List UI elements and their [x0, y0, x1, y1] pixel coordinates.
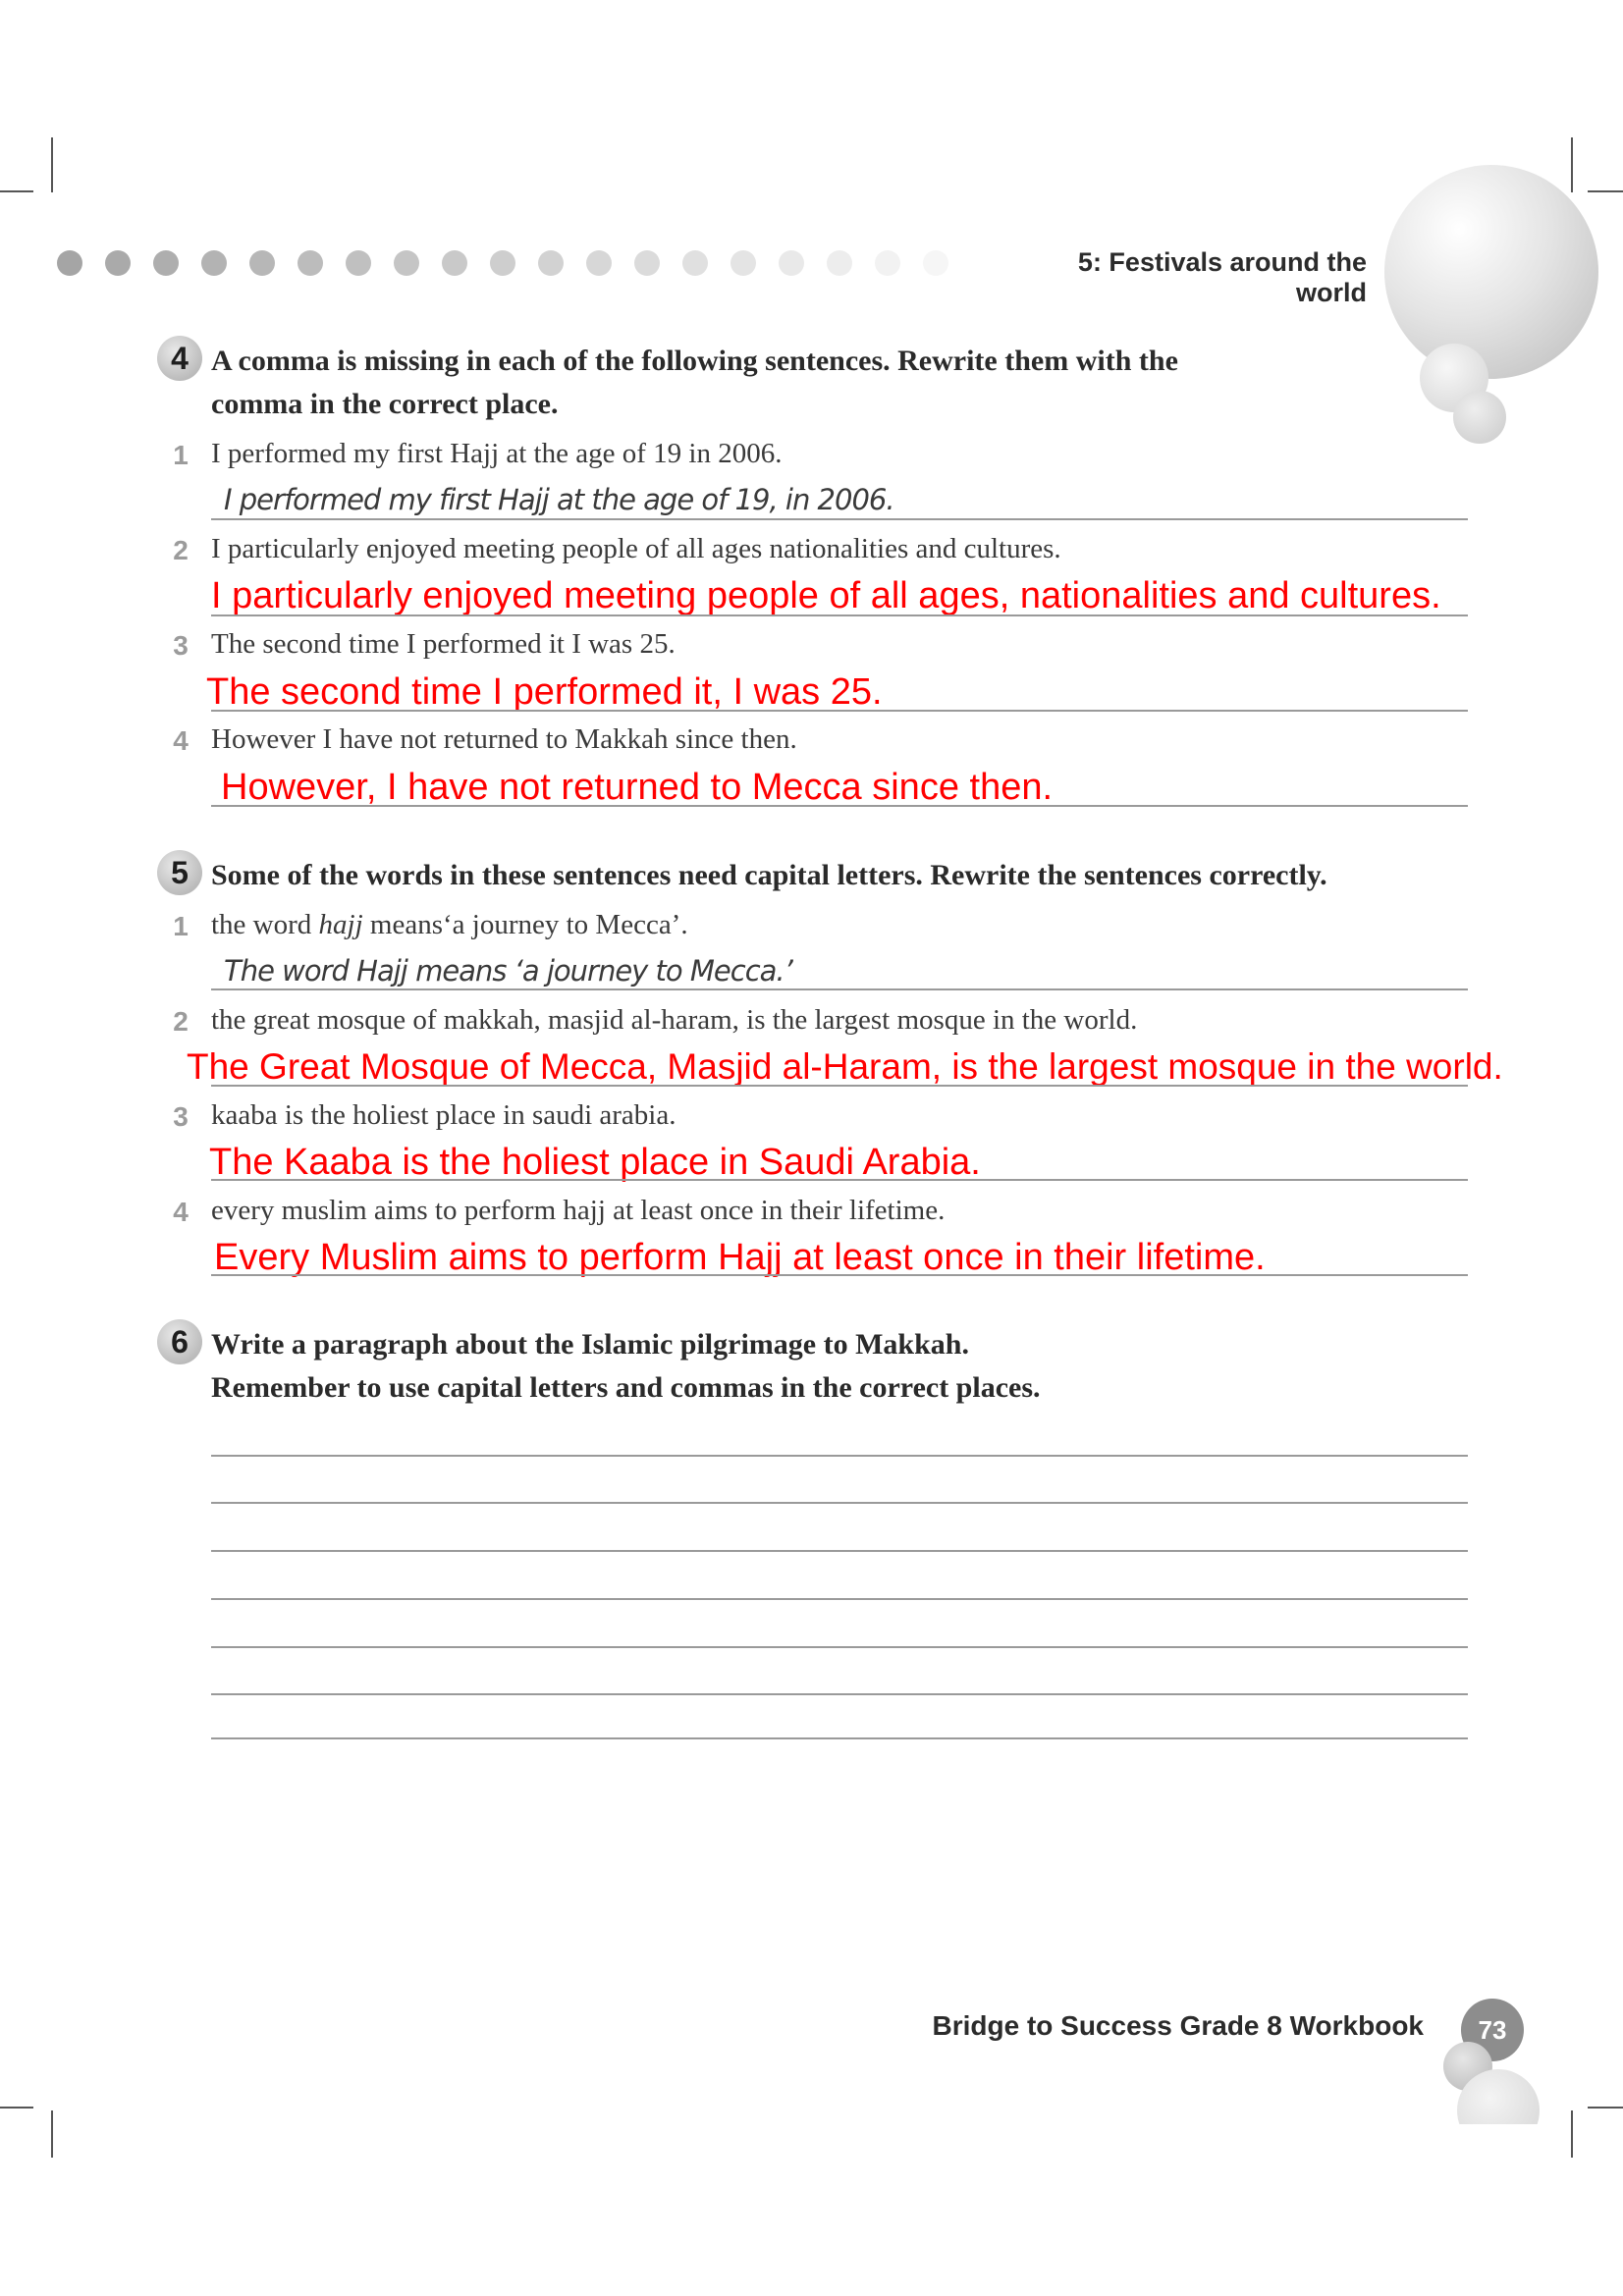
writing-line [211, 1598, 1468, 1600]
crop-mark [51, 137, 53, 192]
item-sentence: However I have not returned to Makkah since then. [211, 723, 797, 755]
header-dot [346, 250, 371, 276]
exercise-number-badge: 6 [157, 1319, 202, 1364]
item-number: 4 [173, 725, 189, 756]
writing-line [211, 1550, 1468, 1552]
answer-line [211, 614, 1468, 616]
item-number: 2 [173, 1006, 189, 1037]
header-dot [105, 250, 131, 276]
header-dot [538, 250, 564, 276]
item-number: 4 [173, 1197, 189, 1227]
header-dot [490, 250, 515, 276]
header-dot [634, 250, 660, 276]
crop-mark [1571, 137, 1573, 192]
header-dot [827, 250, 852, 276]
exercise-instruction: Remember to use capital letters and commas in the correct places. [211, 1371, 1041, 1404]
item-sentence: I particularly enjoyed meeting people of all ages nationalities and cultures. [211, 533, 1061, 564]
sentence-text: means‘a journey to Mecca’. [362, 909, 688, 940]
item-sentence: the great mosque of makkah, masjid al-haram, is the largest mosque in the world. [211, 1004, 1138, 1036]
item-sentence: The second time I performed it I was 25. [211, 628, 676, 660]
header-dot [298, 250, 323, 276]
header-dot [875, 250, 900, 276]
exercise-number-badge: 5 [157, 850, 202, 895]
exercise-instruction: Some of the words in these sentences need capital letters. Rewrite the sentences correctly. [211, 859, 1327, 891]
item-number: 1 [173, 911, 189, 941]
handwritten-answer: Every Muslim aims to perform Hajj at least once in their lifetime. [214, 1237, 1266, 1278]
crop-mark [1588, 2107, 1623, 2109]
model-answer: The word Hajj means ‘a journey to Mecca.’ [224, 954, 792, 988]
exercise-number-badge: 4 [157, 336, 202, 381]
writing-line [211, 1455, 1468, 1457]
item-sentence [211, 909, 688, 941]
crop-mark [1588, 190, 1623, 192]
item-number: 2 [173, 535, 189, 565]
handwritten-answer: The Great Mosque of Mecca, Masjid al-Haram, is the largest mosque in the world. [187, 1046, 1503, 1087]
header-dot [153, 250, 179, 276]
handwritten-answer: The Kaaba is the holiest place in Saudi Arabia. [209, 1142, 981, 1183]
writing-line [211, 1646, 1468, 1648]
header-dot [394, 250, 419, 276]
header-dot [779, 250, 804, 276]
answer-line [211, 805, 1468, 807]
writing-line [211, 1502, 1468, 1504]
page-number: 73 [1461, 1999, 1524, 2061]
exercise-instruction: Write a paragraph about the Islamic pilgrimage to Makkah. [211, 1328, 969, 1361]
writing-line [211, 1693, 1468, 1695]
header-dot [923, 250, 948, 276]
answer-line [211, 710, 1468, 712]
sentence-text: the word [211, 909, 319, 940]
header-dot [586, 250, 612, 276]
header-dot [249, 250, 275, 276]
decorative-sphere [1384, 165, 1598, 379]
answer-line [211, 988, 1468, 990]
item-sentence: kaaba is the holiest place in saudi arabia. [211, 1099, 676, 1131]
exercise-instruction: comma in the correct place. [211, 388, 559, 420]
exercise-instruction: A comma is missing in each of the following sentences. Rewrite them with the [211, 345, 1178, 377]
crop-mark [51, 2110, 53, 2158]
answer-line [211, 1179, 1468, 1181]
header-dot [682, 250, 708, 276]
header-dot [442, 250, 467, 276]
crop-mark [0, 2107, 33, 2109]
handwritten-answer: I particularly enjoyed meeting people of all ages, nationalities and cultures. [211, 575, 1441, 616]
book-title: Bridge to Success Grade 8 Workbook [932, 2010, 1424, 2041]
item-sentence: I performed my first Hajj at the age of 19 in 2006. [211, 438, 783, 469]
sentence-italic-word: hajj [318, 909, 363, 940]
crop-mark [0, 190, 33, 192]
decorative-bubble [1457, 2069, 1540, 2152]
model-answer: I performed my first Hajj at the age of 19, in 2006. [224, 483, 894, 516]
header-dot [201, 250, 227, 276]
answer-line [211, 1274, 1468, 1276]
item-sentence: every muslim aims to perform hajj at least once in their lifetime. [211, 1195, 946, 1226]
handwritten-answer: However, I have not returned to Mecca since then. [221, 767, 1054, 808]
item-number: 3 [173, 1101, 189, 1132]
writing-line [211, 1737, 1468, 1739]
item-number: 3 [173, 630, 189, 661]
answer-line [211, 518, 1468, 520]
answer-line [211, 1085, 1468, 1087]
item-number: 1 [173, 440, 189, 470]
chapter-title: 5: Festivals around the world [1077, 247, 1367, 307]
decorative-bubble [1453, 391, 1506, 444]
crop-mark [1571, 2110, 1573, 2158]
handwritten-answer: The second time I performed it, I was 25. [206, 671, 883, 713]
header-dot [57, 250, 82, 276]
header-dot [730, 250, 756, 276]
